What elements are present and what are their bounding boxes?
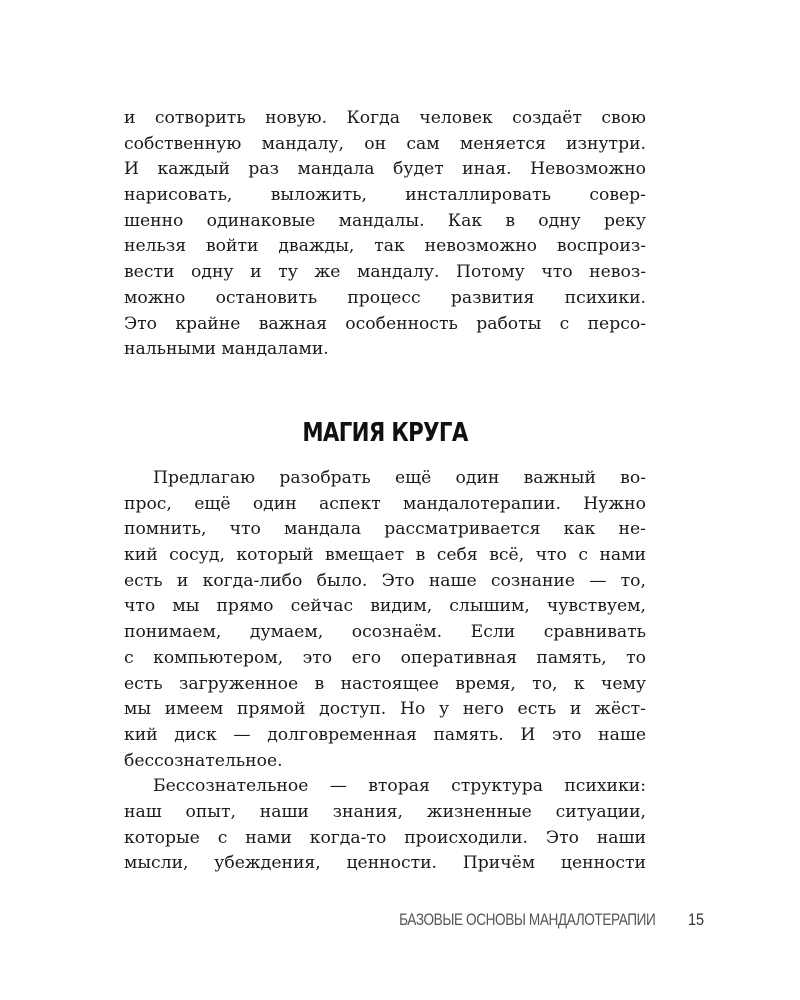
text-line: собственную мандалу, он сам меняется изнутри.	[124, 133, 646, 154]
text-line: и сотворить новую. Когда человек создаёт свою	[124, 108, 646, 128]
text-line: кий диск — долговременная память. И это наше	[124, 724, 646, 745]
text-line: есть и когда-либо было. Это наше сознание — то,	[124, 570, 646, 591]
text-line: с компьютером, это его оперативная память, то	[124, 647, 646, 668]
text-line: вести одну и ту же мандалу. Потому что невоз-	[124, 262, 646, 283]
section-heading: МАГИЯ КРУГА	[302, 418, 468, 448]
text-line: бессознательное.	[124, 750, 283, 771]
text-line: помнить, что мандала рассматривается как не-	[124, 519, 646, 540]
text-line: мысли, убеждения, ценности. Причём ценности	[124, 853, 646, 874]
text-line: наш опыт, наши знания, жизненные ситуации,	[124, 801, 646, 822]
text-line: что мы прямо сейчас видим, слышим, чувствуем,	[124, 596, 646, 617]
text-line: мы имеем прямой доступ. Но у него есть и жёст-	[124, 699, 646, 720]
page-number: 15	[688, 910, 705, 929]
section-body	[124, 466, 646, 877]
text-line: нельзя войти дважды, так невозможно воспроиз-	[124, 236, 646, 257]
running-footer-title: БАЗОВЫЕ ОСНОВЫ МАНДАЛОТЕРАПИИ	[398, 910, 655, 929]
text-line: кий сосуд, который вмещает в себя всё, что с нами	[124, 545, 646, 566]
top-paragraph	[124, 106, 646, 363]
text-line: Это крайне важная особенность работы с персо-	[124, 313, 646, 334]
text-line: есть загруженное в настоящее время, то, к чему	[124, 673, 646, 694]
text-line: Предлагаю разобрать ещё один важный во-	[153, 468, 646, 488]
text-line: И каждый раз мандала будет иная. Невозможно	[124, 159, 646, 180]
text-line: понимаем, думаем, осознаём. Если сравнивать	[124, 622, 646, 643]
text-line: Бессознательное — вторая структура психики:	[153, 776, 646, 797]
text-line: нальными мандалами.	[124, 339, 329, 360]
text-line: прос, ещё один аспект мандалотерапии. Нужно	[124, 493, 646, 514]
text-line: нарисовать, выложить, инсталлировать совер-	[124, 185, 646, 206]
text-line: можно остановить процесс развития психики.	[124, 287, 646, 308]
text-line: которые с нами когда-то происходили. Это наши	[124, 827, 646, 848]
text-line: шенно одинаковые мандалы. Как в одну реку	[124, 210, 646, 231]
